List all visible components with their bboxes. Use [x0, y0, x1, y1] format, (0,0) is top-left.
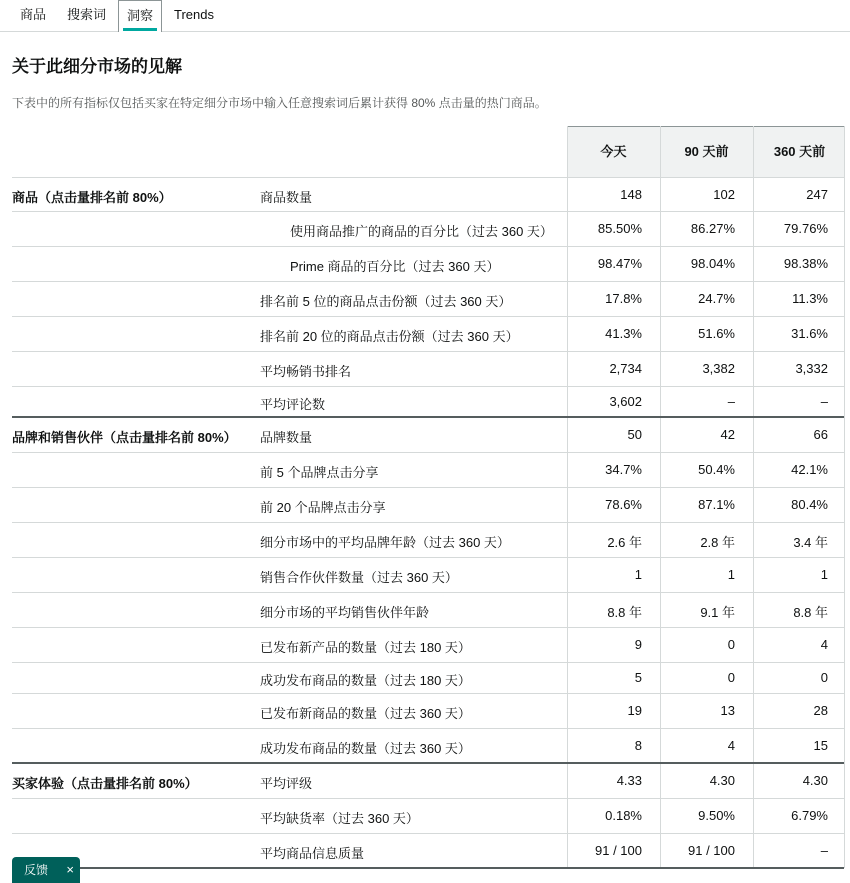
row-divider [12, 592, 844, 593]
metric-value: 80.4% [791, 497, 828, 512]
metric-value: 102 [713, 187, 735, 202]
tab-bar [0, 0, 850, 32]
section-label: 商品（点击量排名前 80%） [12, 190, 172, 205]
metric-value: 85.50% [597, 221, 642, 236]
section-divider [12, 867, 844, 869]
metric-label: 细分市场中的平均品牌年龄（过去 360 天） [260, 535, 510, 550]
tab-insights[interactable]: 洞察 [118, 0, 162, 32]
metric-value: 0 [820, 670, 828, 685]
page-description: 下表中的所有指标仅包括买家在特定细分市场中输入任意搜索词后累计获得 80% 点击量的热门商品。 [12, 96, 547, 110]
metric-label: 销售合作伙伴数量（过去 360 天） [260, 570, 458, 585]
metric-label: 平均评级 [260, 776, 313, 791]
metric-value: 0.18% [605, 808, 642, 823]
metric-value: 9.1 年 [700, 605, 735, 620]
metric-label: 品牌数量 [260, 430, 313, 445]
metric-value: 31.6% [791, 326, 828, 341]
metric-value: 4 [820, 637, 828, 652]
row-divider [12, 386, 844, 387]
metric-value: 41.3% [605, 326, 642, 341]
metric-value: 11.3% [792, 291, 828, 306]
metric-value: 247 [806, 187, 828, 202]
table-header [567, 126, 844, 178]
metric-value: 148 [620, 187, 642, 202]
metric-value: 0 [727, 670, 735, 685]
section-label: 品牌和销售伙伴（点击量排名前 80%） [12, 430, 237, 445]
column-divider [844, 126, 845, 868]
metric-value: 1 [820, 567, 828, 582]
row-divider [12, 281, 844, 282]
tab-trends[interactable]: Trends [174, 7, 214, 22]
section-divider [12, 762, 844, 764]
metric-value: 1 [634, 567, 642, 582]
metric-value: 98.47% [597, 256, 642, 271]
section-divider [12, 416, 844, 418]
metric-value: 42 [720, 427, 735, 442]
tab-products[interactable]: 商品 [20, 7, 47, 22]
metric-value: 91 / 100 [688, 843, 735, 858]
metric-value: 19 [627, 703, 642, 718]
row-divider [12, 833, 844, 834]
metric-label: 已发布新产品的数量（过去 180 天） [260, 640, 471, 655]
metric-value: 28 [813, 703, 828, 718]
metric-label: Prime 商品的百分比（过去 360 天） [290, 259, 500, 274]
row-divider [12, 798, 844, 799]
metric-label: 平均畅销书排名 [260, 364, 352, 379]
metric-value: 3,332 [795, 361, 828, 376]
metric-value: – [820, 394, 828, 409]
metric-value: 50.4% [698, 462, 735, 477]
metric-value: 0 [727, 637, 735, 652]
metric-value: 2,734 [609, 361, 642, 376]
row-divider [12, 211, 844, 212]
metric-value: 3,602 [609, 394, 642, 409]
metric-value: 78.6% [605, 497, 642, 512]
row-divider [12, 728, 844, 729]
row-divider [12, 557, 844, 558]
column-header-today: 今天 [600, 144, 627, 159]
metric-label: 细分市场的平均销售伙伴年龄 [260, 605, 430, 620]
metric-value: 4.33 [616, 773, 642, 788]
section-label: 买家体验（点击量排名前 80%） [12, 776, 198, 791]
metric-value: 3,382 [702, 361, 735, 376]
metric-value: 87.1% [698, 497, 735, 512]
row-divider [12, 487, 844, 488]
row-divider [12, 351, 844, 352]
metric-value: 34.7% [605, 462, 642, 477]
metric-value: 24.7% [698, 291, 735, 306]
page-title: 关于此细分市场的见解 [12, 57, 182, 76]
metric-label: 平均商品信息质量 [260, 846, 365, 861]
metric-value: 3.4 年 [793, 535, 828, 550]
header-divider [12, 177, 844, 178]
metric-label: 商品数量 [260, 190, 313, 205]
metric-value: – [727, 394, 735, 409]
metric-value: 98.04% [690, 256, 735, 271]
column-header-90-days: 90 天前 [684, 144, 729, 159]
metric-label: 使用商品推广的商品的百分比（过去 360 天） [290, 224, 553, 239]
row-divider [12, 693, 844, 694]
metric-label: 平均缺货率（过去 360 天） [260, 811, 419, 826]
metric-value: 8.8 年 [793, 605, 828, 620]
feedback-button[interactable] [12, 857, 80, 883]
row-divider [12, 246, 844, 247]
metric-value: 9.50% [698, 808, 735, 823]
metric-value: 98.38% [783, 256, 828, 271]
row-divider [12, 316, 844, 317]
metric-label: 排名前 20 位的商品点击份额（过去 360 天） [260, 329, 519, 344]
close-icon[interactable]: × [66, 862, 74, 877]
metric-value: 17.8% [605, 291, 642, 306]
metric-label: 平均评论数 [260, 397, 326, 412]
metric-label: 成功发布商品的数量（过去 180 天） [260, 673, 471, 688]
row-divider [12, 522, 844, 523]
metric-label: 前 20 个品牌点击分享 [260, 500, 386, 515]
metric-value: 15 [813, 738, 828, 753]
metric-value: 91 / 100 [595, 843, 642, 858]
metric-value: 2.8 年 [700, 535, 735, 550]
tab-search-terms[interactable]: 搜索词 [67, 7, 107, 22]
metric-label: 排名前 5 位的商品点击份额（过去 360 天） [260, 294, 512, 309]
metric-label: 成功发布商品的数量（过去 360 天） [260, 741, 471, 756]
metric-value: 51.6% [698, 326, 735, 341]
metric-value: 13 [720, 703, 735, 718]
metric-value: 8 [634, 738, 642, 753]
metric-label: 前 5 个品牌点击分享 [260, 465, 379, 480]
metric-label: 已发布新商品的数量（过去 360 天） [260, 706, 471, 721]
metric-value: 50 [627, 427, 642, 442]
column-header-360-days: 360 天前 [773, 144, 826, 159]
metric-value: 6.79% [791, 808, 828, 823]
row-divider [12, 662, 844, 663]
metric-value: 5 [634, 670, 642, 685]
metric-value: – [820, 843, 828, 858]
metric-value: 4.30 [802, 773, 828, 788]
feedback-label: 反馈 [24, 863, 49, 877]
metric-value: 42.1% [791, 462, 828, 477]
metric-value: 4 [727, 738, 735, 753]
metric-value: 9 [634, 637, 642, 652]
row-divider [12, 627, 844, 628]
metric-value: 1 [727, 567, 735, 582]
metric-value: 79.76% [783, 221, 828, 236]
row-divider [12, 452, 844, 453]
metric-value: 8.8 年 [607, 605, 642, 620]
metric-value: 2.6 年 [607, 535, 642, 550]
metric-value: 66 [813, 427, 828, 442]
metric-value: 86.27% [690, 221, 735, 236]
metric-value: 4.30 [709, 773, 735, 788]
